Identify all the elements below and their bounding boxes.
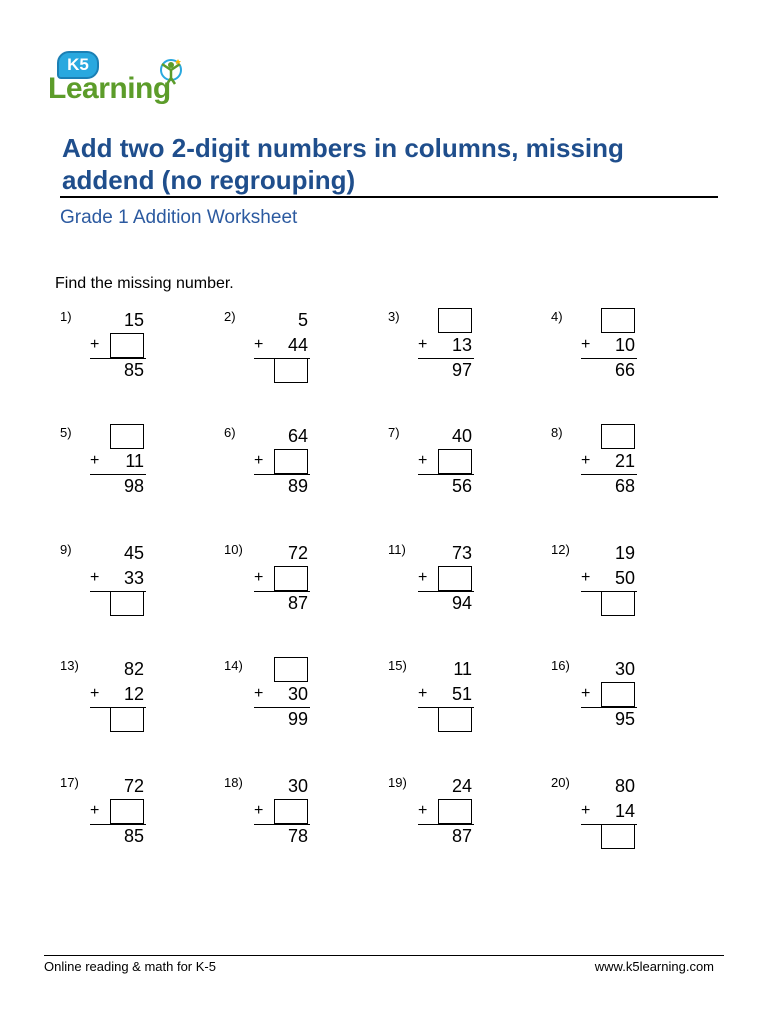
k5-learning-logo xyxy=(48,48,188,114)
problem-14 xyxy=(224,658,334,748)
missing-number-box[interactable] xyxy=(601,682,635,707)
problem-number: 19) xyxy=(388,775,407,790)
sum: 68 xyxy=(614,476,635,496)
sum-line xyxy=(90,591,146,592)
second-addend-row xyxy=(418,567,472,589)
first-addend-row xyxy=(581,425,635,447)
sum-line xyxy=(254,591,310,592)
missing-number-box[interactable] xyxy=(110,799,144,824)
plus-sign: + xyxy=(254,336,264,353)
sum-line xyxy=(581,824,637,825)
sum-line xyxy=(254,824,310,825)
sum-line xyxy=(418,707,474,708)
problem-number: 12) xyxy=(551,542,570,557)
second-addend-row xyxy=(254,567,308,589)
first-addend-row xyxy=(418,658,472,680)
first-addend-row xyxy=(581,658,635,680)
first-addend-row xyxy=(418,542,472,564)
instructions: Find the missing number. xyxy=(55,275,234,292)
sum-line xyxy=(254,707,310,708)
problem-number: 20) xyxy=(551,775,570,790)
plus-sign: + xyxy=(254,685,264,702)
second-addend-row xyxy=(418,334,472,356)
second-addend: 51 xyxy=(451,684,472,704)
problem-12 xyxy=(551,542,661,632)
worksheet-subtitle: Grade 1 Addition Worksheet xyxy=(60,207,298,228)
problem-16 xyxy=(551,658,661,748)
sum-line xyxy=(254,358,310,359)
second-addend-row xyxy=(254,450,308,472)
problem-17 xyxy=(60,775,170,865)
problem-number: 16) xyxy=(551,658,570,673)
second-addend: 13 xyxy=(451,335,472,355)
sum-line xyxy=(90,474,146,475)
sum-row xyxy=(581,708,635,730)
problem-number: 4) xyxy=(551,309,563,324)
plus-sign: + xyxy=(90,452,100,469)
problem-number: 8) xyxy=(551,425,563,440)
first-addend-row xyxy=(90,309,144,331)
first-addend-row xyxy=(90,542,144,564)
second-addend-row xyxy=(90,450,144,472)
footer-divider xyxy=(44,955,724,956)
second-addend-row xyxy=(254,334,308,356)
problem-20 xyxy=(551,775,661,865)
problem-11 xyxy=(388,542,498,632)
footer-tagline: Online reading & math for K-5 xyxy=(44,959,216,974)
sum: 78 xyxy=(287,826,308,846)
first-addend-row xyxy=(418,309,472,331)
problem-number: 11) xyxy=(388,542,406,557)
second-addend: 14 xyxy=(614,801,635,821)
missing-number-box[interactable] xyxy=(438,308,472,333)
sum-line xyxy=(254,474,310,475)
plus-sign: + xyxy=(418,569,428,586)
sum-row xyxy=(581,825,635,847)
sum-line xyxy=(90,707,146,708)
first-addend: 72 xyxy=(123,776,144,796)
first-addend: 11 xyxy=(453,659,472,679)
first-addend-row xyxy=(90,425,144,447)
first-addend-row xyxy=(418,775,472,797)
sum: 85 xyxy=(123,360,144,380)
missing-number-box[interactable] xyxy=(601,424,635,449)
plus-sign: + xyxy=(90,685,100,702)
problem-18 xyxy=(224,775,334,865)
plus-sign: + xyxy=(418,802,428,819)
sum: 87 xyxy=(451,826,472,846)
missing-number-box[interactable] xyxy=(110,424,144,449)
sum-row xyxy=(90,708,144,730)
missing-number-box[interactable] xyxy=(438,799,472,824)
second-addend-row xyxy=(581,450,635,472)
first-addend-row xyxy=(418,425,472,447)
first-addend: 24 xyxy=(451,776,472,796)
sum-row xyxy=(581,592,635,614)
sum: 97 xyxy=(451,360,472,380)
problem-3 xyxy=(388,309,498,399)
footer-website: www.k5learning.com xyxy=(594,959,714,974)
sum: 87 xyxy=(287,593,308,613)
first-addend: 30 xyxy=(614,659,635,679)
reaching-figure-icon xyxy=(156,56,186,88)
worksheet-title: Add two 2-digit numbers in columns, missing addend (no regrouping) xyxy=(62,133,624,195)
plus-sign: + xyxy=(418,685,428,702)
second-addend-row xyxy=(418,450,472,472)
second-addend-row xyxy=(418,683,472,705)
sum-row xyxy=(254,359,308,381)
sum-line xyxy=(581,707,637,708)
second-addend-row xyxy=(581,334,635,356)
sum-line xyxy=(581,358,637,359)
missing-number-box[interactable] xyxy=(438,566,472,591)
missing-number-box[interactable] xyxy=(110,591,144,616)
sum-line xyxy=(581,591,637,592)
problem-6 xyxy=(224,425,334,515)
sum-line xyxy=(418,824,474,825)
problem-4 xyxy=(551,309,661,399)
missing-number-box[interactable] xyxy=(601,824,635,849)
sum-row xyxy=(418,359,472,381)
first-addend-row xyxy=(254,775,308,797)
sum: 85 xyxy=(123,826,144,846)
second-addend-row xyxy=(90,567,144,589)
second-addend-row xyxy=(90,683,144,705)
sum-line xyxy=(418,474,474,475)
first-addend: 15 xyxy=(123,310,144,330)
sum-row xyxy=(254,825,308,847)
title-divider xyxy=(60,196,718,198)
first-addend: 45 xyxy=(123,543,144,563)
second-addend: 33 xyxy=(123,568,144,588)
plus-sign: + xyxy=(254,569,264,586)
second-addend-row xyxy=(581,800,635,822)
problem-13 xyxy=(60,658,170,748)
first-addend-row xyxy=(581,309,635,331)
second-addend: 10 xyxy=(614,335,635,355)
second-addend: 30 xyxy=(287,684,308,704)
second-addend: 50 xyxy=(614,568,635,588)
second-addend: 21 xyxy=(614,451,635,471)
sum-row xyxy=(581,475,635,497)
first-addend: 64 xyxy=(287,426,308,446)
missing-number-box[interactable] xyxy=(274,449,308,474)
problem-number: 5) xyxy=(60,425,72,440)
second-addend-row xyxy=(581,683,635,705)
first-addend-row xyxy=(254,542,308,564)
second-addend-row xyxy=(90,800,144,822)
sum: 94 xyxy=(451,593,472,613)
sum: 56 xyxy=(451,476,472,496)
first-addend-row xyxy=(581,542,635,564)
second-addend: 12 xyxy=(123,684,144,704)
problem-1 xyxy=(60,309,170,399)
plus-sign: + xyxy=(418,452,428,469)
problem-10 xyxy=(224,542,334,632)
sum: 98 xyxy=(123,476,144,496)
first-addend-row xyxy=(254,658,308,680)
plus-sign: + xyxy=(254,802,264,819)
logo-wordmark: Learning xyxy=(48,72,171,105)
problem-number: 1) xyxy=(60,309,72,324)
sum-line xyxy=(581,474,637,475)
sum-row xyxy=(90,475,144,497)
sum-line xyxy=(90,824,146,825)
first-addend: 40 xyxy=(451,426,472,446)
problem-5 xyxy=(60,425,170,515)
problem-number: 13) xyxy=(60,658,79,673)
problem-number: 10) xyxy=(224,542,243,557)
sum: 89 xyxy=(287,476,308,496)
first-addend-row xyxy=(581,775,635,797)
plus-sign: + xyxy=(581,685,591,702)
sum-line xyxy=(90,358,146,359)
first-addend-row xyxy=(90,775,144,797)
second-addend-row xyxy=(90,334,144,356)
missing-number-box[interactable] xyxy=(601,308,635,333)
missing-number-box[interactable] xyxy=(110,333,144,358)
sum-row xyxy=(90,825,144,847)
plus-sign: + xyxy=(254,452,264,469)
sum-line xyxy=(418,591,474,592)
plus-sign: + xyxy=(418,336,428,353)
problem-number: 3) xyxy=(388,309,400,324)
first-addend: 82 xyxy=(123,659,144,679)
problem-7 xyxy=(388,425,498,515)
second-addend-row xyxy=(581,567,635,589)
sum-row xyxy=(90,359,144,381)
plus-sign: + xyxy=(90,569,100,586)
sum-row xyxy=(418,825,472,847)
plus-sign: + xyxy=(90,802,100,819)
problem-19 xyxy=(388,775,498,865)
sum-row xyxy=(418,475,472,497)
missing-number-box[interactable] xyxy=(274,657,308,682)
problem-number: 14) xyxy=(224,658,243,673)
problem-number: 15) xyxy=(388,658,407,673)
sum-row xyxy=(254,475,308,497)
sum: 95 xyxy=(614,709,635,729)
sum-line xyxy=(418,358,474,359)
sum-row xyxy=(418,708,472,730)
first-addend: 19 xyxy=(614,543,635,563)
second-addend-row xyxy=(418,800,472,822)
first-addend-row xyxy=(254,309,308,331)
problem-number: 9) xyxy=(60,542,72,557)
missing-number-box[interactable] xyxy=(274,799,308,824)
second-addend: 11 xyxy=(125,451,144,471)
missing-number-box[interactable] xyxy=(438,449,472,474)
sum: 66 xyxy=(614,360,635,380)
missing-number-box[interactable] xyxy=(274,566,308,591)
first-addend: 72 xyxy=(287,543,308,563)
sum-row xyxy=(254,708,308,730)
first-addend: 73 xyxy=(451,543,472,563)
missing-number-box[interactable] xyxy=(274,358,308,383)
missing-number-box[interactable] xyxy=(110,707,144,732)
logo-badge: K5 xyxy=(57,51,99,79)
problem-number: 18) xyxy=(224,775,243,790)
problem-8 xyxy=(551,425,661,515)
first-addend: 5 xyxy=(297,310,308,330)
plus-sign: + xyxy=(581,569,591,586)
problem-15 xyxy=(388,658,498,748)
plus-sign: + xyxy=(581,336,591,353)
missing-number-box[interactable] xyxy=(438,707,472,732)
sum-row xyxy=(418,592,472,614)
plus-sign: + xyxy=(90,336,100,353)
problem-number: 2) xyxy=(224,309,236,324)
first-addend: 80 xyxy=(614,776,635,796)
sum: 99 xyxy=(287,709,308,729)
sum-row xyxy=(90,592,144,614)
first-addend: 30 xyxy=(287,776,308,796)
plus-sign: + xyxy=(581,452,591,469)
first-addend-row xyxy=(254,425,308,447)
problem-2 xyxy=(224,309,334,399)
plus-sign: + xyxy=(581,802,591,819)
second-addend-row xyxy=(254,800,308,822)
sum-row xyxy=(581,359,635,381)
first-addend-row xyxy=(90,658,144,680)
problem-9 xyxy=(60,542,170,632)
second-addend: 44 xyxy=(287,335,308,355)
problem-number: 17) xyxy=(60,775,79,790)
second-addend-row xyxy=(254,683,308,705)
sum-row xyxy=(254,592,308,614)
problem-number: 7) xyxy=(388,425,400,440)
missing-number-box[interactable] xyxy=(601,591,635,616)
problem-number: 6) xyxy=(224,425,236,440)
